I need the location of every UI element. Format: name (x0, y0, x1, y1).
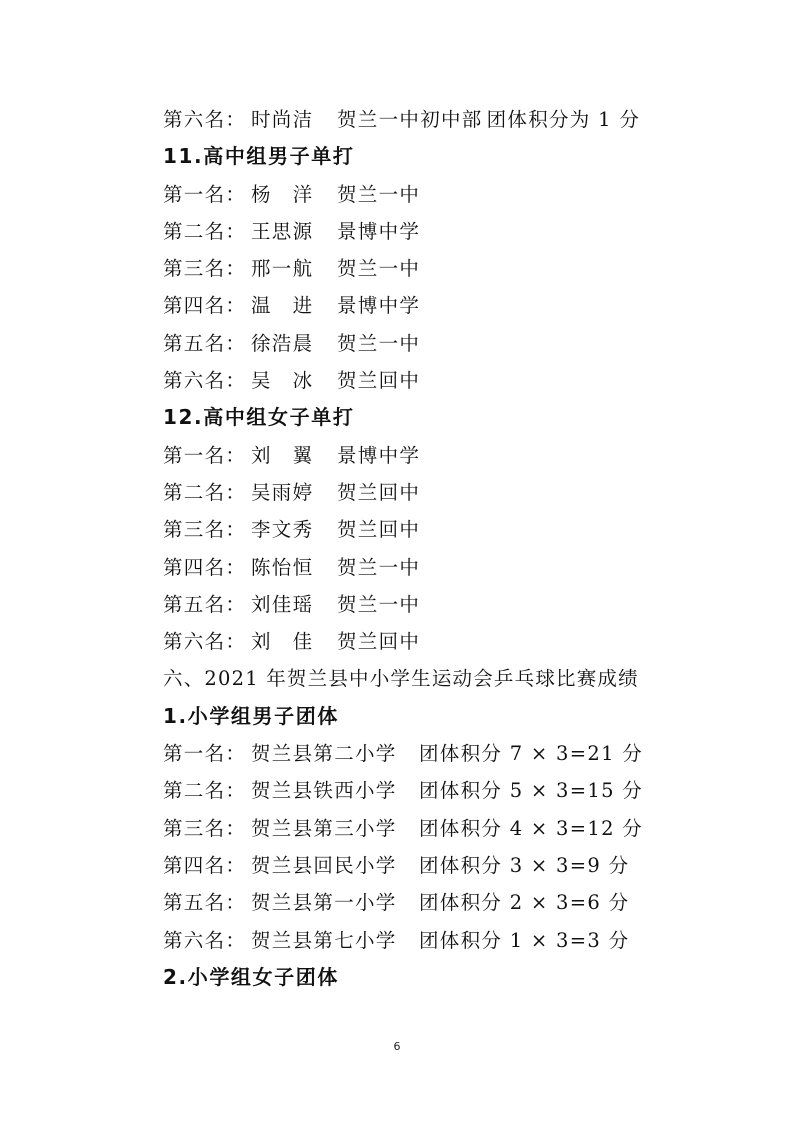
rank-label: 第二名： (163, 480, 247, 504)
school-name: 贺兰一中初中部 (337, 108, 483, 131)
rank-label: 第五名： (163, 592, 247, 616)
team-score: 团体积分 1 × 3=3 分 (419, 928, 630, 952)
player-name: 刘 佳 (251, 630, 314, 654)
player-name: 徐浩晨 (251, 331, 314, 355)
player-name: 王思源 (251, 219, 314, 243)
school-name: 贺兰县第一小学 (251, 891, 397, 915)
player-name: 刘佳瑶 (251, 592, 314, 616)
school-name: 景博中学 (337, 443, 421, 467)
list-item (163, 474, 723, 511)
school-name: 贺兰县回民小学 (251, 853, 397, 877)
player-name: 杨 洋 (251, 182, 314, 206)
list-item (163, 586, 723, 623)
list-item (163, 176, 723, 213)
list-item (163, 735, 723, 772)
list-item (163, 287, 723, 324)
rank-label: 第六名： (163, 630, 247, 654)
rank-label: 第六名： (163, 108, 247, 131)
school-name: 贺兰一中 (337, 555, 421, 579)
player-name: 李文秀 (251, 518, 314, 542)
list-item (163, 922, 723, 959)
player-name: 时尚洁 (251, 108, 314, 131)
heading-high-school-girls-singles: 12.高中组女子单打 (163, 405, 355, 430)
player-name: 吴雨婷 (251, 480, 314, 504)
rank-label: 第四名： (163, 853, 247, 877)
list-item (163, 213, 723, 250)
team-score: 团体积分 7 × 3=21 分 (419, 742, 644, 766)
team-score: 团体积分 3 × 3=9 分 (419, 853, 630, 877)
heading-primary-boys-team: 1.小学组男子团体 (163, 703, 339, 728)
rank-label: 第四名： (163, 555, 247, 579)
list-item (163, 847, 723, 884)
result-line-previous-sixth (163, 101, 723, 138)
team-score: 团体积分 2 × 3=6 分 (419, 891, 630, 915)
player-name: 吴 冰 (251, 369, 314, 393)
school-name: 贺兰一中 (337, 182, 421, 206)
school-name: 贺兰县第二小学 (251, 742, 397, 766)
school-name: 贺兰一中 (337, 257, 421, 281)
school-name: 贺兰一中 (337, 592, 421, 616)
list-item (163, 250, 723, 287)
player-name: 温 进 (251, 294, 314, 318)
list-item (163, 325, 723, 362)
school-name: 景博中学 (337, 219, 421, 243)
school-name: 贺兰回中 (337, 480, 421, 504)
list-item (163, 549, 723, 586)
school-name: 贺兰回中 (337, 369, 421, 393)
rank-label: 第二名： (163, 219, 247, 243)
section-six-title: 六、2021 年贺兰县中小学生运动会乒乓球比赛成绩 (163, 667, 639, 691)
list-item (163, 623, 723, 660)
school-name: 贺兰回中 (337, 518, 421, 542)
list-item (163, 362, 723, 399)
list-item (163, 511, 723, 548)
rank-label: 第五名： (163, 331, 247, 355)
rank-label: 第四名： (163, 294, 247, 318)
rank-label: 第一名： (163, 742, 247, 766)
list-item (163, 884, 723, 921)
list-item (163, 437, 723, 474)
list-item (163, 810, 723, 847)
player-name: 邢一航 (251, 257, 314, 281)
school-name: 贺兰县铁西小学 (251, 779, 397, 803)
heading-high-school-boys-singles: 11.高中组男子单打 (163, 144, 355, 169)
player-name: 陈怡恒 (251, 555, 314, 579)
player-name: 刘 翼 (251, 443, 314, 467)
rank-label: 第六名： (163, 928, 247, 952)
team-score: 团体积分 4 × 3=12 分 (419, 816, 644, 840)
school-name: 贺兰县第七小学 (251, 928, 397, 952)
team-score: 团体积分为 1 分 (486, 108, 641, 131)
rank-label: 第一名： (163, 443, 247, 467)
rank-label: 第二名： (163, 779, 247, 803)
rank-label: 第三名： (163, 257, 247, 281)
rank-label: 第六名： (163, 369, 247, 393)
school-name: 景博中学 (337, 294, 421, 318)
list-item (163, 772, 723, 809)
document-body (163, 101, 723, 996)
school-name: 贺兰回中 (337, 630, 421, 654)
page-number: 6 (393, 1040, 401, 1053)
heading-primary-girls-team: 2.小学组女子团体 (163, 964, 339, 989)
school-name: 贺兰县第三小学 (251, 816, 397, 840)
rank-label: 第五名： (163, 891, 247, 915)
school-name: 贺兰一中 (337, 331, 421, 355)
rank-label: 第三名： (163, 518, 247, 542)
rank-label: 第三名： (163, 816, 247, 840)
team-score: 团体积分 5 × 3=15 分 (419, 779, 644, 803)
rank-label: 第一名： (163, 182, 247, 206)
